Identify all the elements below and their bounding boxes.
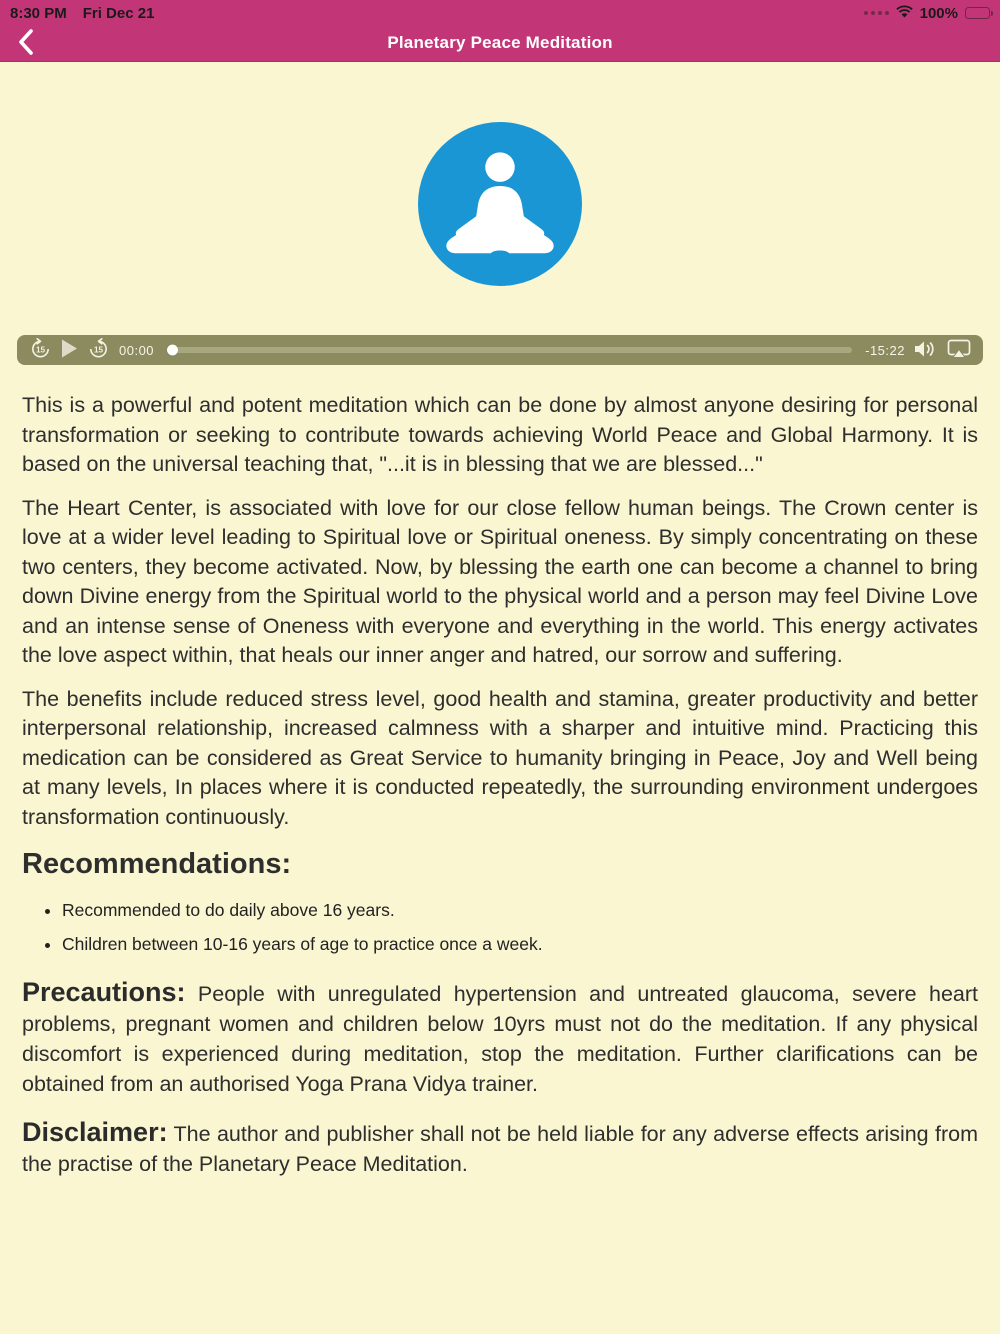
status-bar — [0, 0, 1000, 24]
recommendations-list — [22, 899, 978, 955]
wifi-icon — [896, 5, 913, 22]
remaining-time: -15:22 — [865, 342, 905, 358]
cellular-signal-icon — [864, 11, 889, 15]
scrubber-thumb[interactable] — [167, 345, 178, 356]
intro-paragraph: This is a powerful and potent meditation which can be done by almost anyone desiring for personal transformation or seeking to contribute towards achieving World Peace and Global Harmony. It is based on the universal teaching that, "...it is in blessing that we are blessed..." — [22, 393, 978, 476]
nav-bar — [0, 24, 1000, 62]
disclaimer-paragraph — [22, 1117, 978, 1179]
back-button[interactable] — [10, 27, 42, 59]
article-body — [0, 365, 1000, 1179]
svg-text:15: 15 — [35, 345, 46, 355]
precautions-paragraph — [22, 977, 978, 1099]
precautions-label: Precautions: — [22, 977, 186, 1007]
disclaimer-label: Disclaimer: — [22, 1117, 168, 1147]
battery-icon — [965, 7, 990, 19]
speaker-volume-icon — [914, 340, 938, 361]
audio-player — [17, 335, 983, 365]
precautions-text: People with unregulated hypertension and untreated glaucoma, severe heart problems, pregnant women and children below 10yrs must not do the meditation. If any physical discomfort is experienced during meditation, stop the meditation. Further clarifications can be obtained from an authorised Yoga Prana Vidya trainer. — [22, 982, 978, 1096]
skip-back-15-icon — [29, 337, 52, 363]
page-title: Planetary Peace Meditation — [387, 32, 613, 52]
status-date: Fri Dec 21 — [82, 4, 155, 22]
volume-button[interactable] — [914, 340, 938, 361]
svg-text:15: 15 — [93, 345, 104, 355]
hero-section — [0, 62, 1000, 286]
status-right — [864, 5, 990, 22]
header — [0, 0, 1000, 62]
benefits-paragraph: The benefits include reduced stress level, good health and stamina, greater productivity and better interpersonal relationship, increased calmness with a sharper and intuitive mind. Practicing this medication can be considered as Great Service to humanity bringing in Peace, Joy and Well being at many levels, In places where it is conducted repeatedly, the surrounding environment undergoes transformation continuously. — [22, 686, 978, 829]
play-icon — [61, 339, 78, 361]
screen-mirroring-button[interactable] — [947, 339, 971, 361]
elapsed-time: 00:00 — [119, 342, 155, 358]
progress-track[interactable] — [167, 347, 852, 353]
recommendations-heading: Recommendations: — [22, 848, 292, 880]
skip-back-15-button[interactable] — [29, 337, 52, 363]
status-time: 8:30 PM — [10, 4, 67, 22]
disclaimer-text: The author and publisher shall not be held liable for any adverse effects arising from the practise of the Planetary Peace Meditation. — [22, 1122, 978, 1176]
list-item: • Recommended to do daily above 16 years. — [62, 899, 978, 921]
play-button[interactable] — [61, 339, 78, 361]
screen-mirroring-icon — [947, 339, 971, 361]
chevron-left-icon — [18, 28, 34, 59]
meditation-lotus-icon — [418, 122, 582, 286]
list-item: • Children between 10-16 years of age to practice once a week. — [62, 933, 978, 955]
battery-percent: 100% — [919, 4, 958, 22]
skip-forward-15-icon — [87, 337, 110, 363]
skip-forward-15-button[interactable] — [87, 337, 110, 363]
status-left — [10, 5, 154, 22]
heart-center-paragraph: The Heart Center, is associated with love for our close fellow human beings. The Crown center is love at a wider level leading to Spiritual love or Spiritual oneness. By simply concentrating on these two centers, they become activated. Now, by blessing the earth one can become a channel to bring down Divine energy from the Spiritual world to the physical world and a person may feel Divine Love and an intense sense of Oneness with everyone and everything in the world. This energy activates the love aspect within, that heals our inner anger and hatred, our sorrow and suffering. — [22, 495, 978, 667]
